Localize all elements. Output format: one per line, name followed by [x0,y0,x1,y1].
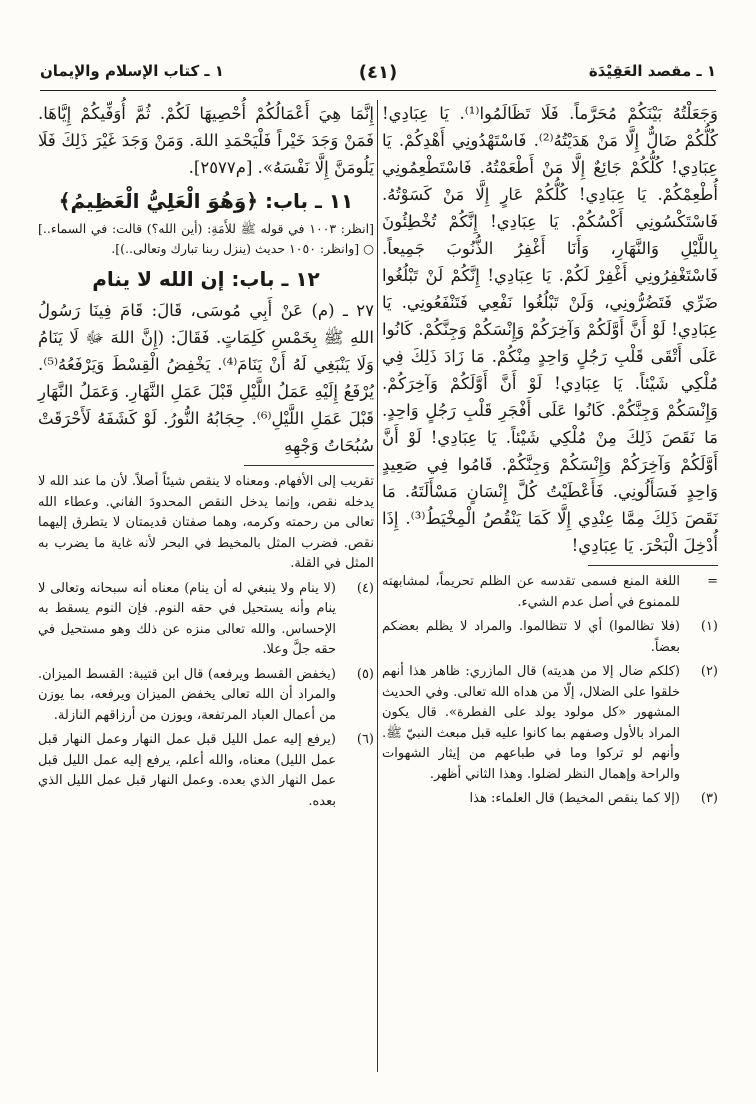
right-main-text [382,100,718,559]
footnote-text: اللغة المنع فسمى تقدسه عن الظلم تحريماً، لمشابهته للممنوع في أصل عدم الشيء. [382,574,680,610]
footnote [382,572,718,613]
footnote-continuation: تقريب إلى الأفهام. ومعناه لا ينقص شيئاً أصلاً. لأن ما عند الله لا يدخله نقص، وإنما يدخل النقص المحدودَ الفاني. وعطاء الله تعالى من رحمته وكرمه، وهما صفتان قديمتان لا يتطرق إليهما نقص. فضرب المثل بالمخيط في البحر لأنه غاية ما يضرب به المثل في القلة. [38,474,374,571]
footnote [382,617,718,658]
footnote-number: (٣) [700,791,718,806]
footnote-number: (١) [700,619,718,634]
footnote-text: (كلكم ضال إلا من هديته) قال المازري: ظاهر هذا أنهم خلقوا على الضلال، إلّا من هداه الله تعالى. وفي الحديث المشهور «كل مولود يولد على الفطرة». قال يكون المراد بالأول وصفهم بما كانوا عليه قبل مبعث النبيّ ﷺ. وأنهم لو تركوا وما في طباعهم من إيثار الشهوات والراحة وإهمال النظر لضلوا. وهذا الثاني أظهر. [382,664,680,782]
footnote-number: (٢) [700,664,718,679]
footnote-number: (٥) [356,666,374,682]
footnote [38,665,374,727]
chapter-heading-12: ١٢ ـ باب: إن الله لا ينام [92,267,320,291]
hadith-text-end: إِنَّمَا هِيَ أَعْمَالُكُمْ أُحْصِيهَا لَكُمْ. ثُمَّ أُوَفِّيكُمْ إِيَّاهَا. فَمَنْ وَجَدَ خَيْراً فَلْيَحْمَدِ اللهَ. وَمَنْ وَجَدَ غَيْرَ ذَلِكَ فَلَا يَلُومَنَّ إِلَّا نَفْسَهُ». [م٢٥٧٧]. [38,104,374,177]
left-column [38,100,374,816]
left-main-text [38,100,374,181]
footnote-number: = [707,574,718,589]
footnote-text: (لا ينام ولا ينبغي له أن ينام) معناه أنه سبحانه وتعالى لا ينام وأنه يستحيل في حقه النوم. فإن النوم يسقط به الإحساس. والله تعالى منزه عن ذلك وهو مستحيل في حقه جلَّ وعلا. [38,580,336,657]
hadith-27-text: ٢٧ ـ (م) عَنْ أَبِي مُوسَى، قَالَ: قَامَ فِينَا رَسُولُ اللهِ ﷺ بِخَمْسِ كَلِمَاتٍ. فَقَالَ: (إِنَّ اللهَ ﷻ لَا يَنَامُ وَلَا يَنْبَغِي لَهُ أَنْ يَنَامَ⁽⁴⁾. يَخْفِضُ الْقِسْطَ وَيَرْفَعُهُ⁽⁵⁾. يُرْفَعُ إِلَيْهِ عَمَلُ اللَّيْلِ قَبْلَ عَمَلِ النَّهَارِ. وَعَمَلُ النَّهَارِ قَبْلَ عَمَلِ اللَّيْلِ⁽⁶⁾. حِجَابُهُ النُّورُ. لَوْ كَشَفَهُ لَأَحْرَقَتْ سُبُحَاتُ وَجْهِهِ [38,301,374,455]
footnote-text: (فلا تظالموا) أي لا تتظالموا. والمراد لا يظلم بعضكم بعضاً. [382,619,680,655]
footnote-text: (يرفع إليه عمل الليل قبل عمل النهار وعمل النهار قبل عمل الليل) معناه، والله أعلم، يرفع إليه عمل الليل قبل عمل النهار الذي بعده. وعمل النهار قبل عمل الليل الذي بعده. [38,732,336,809]
page-number: (٤١) [358,62,398,83]
footnote-text: (يخفض القسط ويرفعه) قال ابن قتيبة: القسط الميزان. والمراد أن الله تعالى يخفض الميزان ويرفعه، بما يوزن من أعمال العباد المرتفعة، ويوزن من أرزاقهم النازلة. [38,666,336,723]
footnote [382,789,718,810]
footnote-separator [244,465,374,466]
header-book-title: ١ ـ كتاب الإسلام والإيمان [40,62,224,80]
footnote-number: (٦) [356,732,374,747]
right-column [382,100,718,814]
column-divider [377,100,378,1072]
footnote-number: (٤) [356,580,374,596]
footnote-separator [588,565,718,566]
footnote [38,730,374,812]
chapter-heading-11: ١١ ـ باب: ﴿وَهُوَ الْعَلِيُّ الْعَظِيمُ﴾ [58,189,354,213]
right-footnotes [382,572,718,810]
chapter-reference-note: [انظر: ١٠٠٣ في قوله ﷺ للأَمَةِ: (أين الله؟) قالت: في السماء..] ○ [وانظر: ١٠٥٠ حديث (ينزل ربنا تبارك وتعالى..)]. [38,221,374,256]
header-section-title: ١ ـ مقصد العَقِيْدَة [588,62,716,80]
left-main-text-2 [38,297,374,459]
footnote [38,579,374,661]
footnote [382,662,718,785]
hadith-text: وَجَعَلْتُهُ بَيْنَكُمْ مُحَرَّماً. فَلَا تَظَالَمُوا⁽¹⁾. يَا عِبَادِي! كُلُّكُمْ ضَالٌّ إِلَّا مَنْ هَدَيْتُهُ⁽²⁾. فَاسْتَهْدُونِي أَهْدِكُمْ. يَا عِبَادِي! كُلُّكُمْ جَائِعٌ إِلَّا مَنْ أَطْعَمْتُهُ. فَاسْتَطْعِمُونِي أُطْعِمْكُمْ. يَا عِبَادِي! كُلُّكُمْ عَارٍ إِلَّا مَنْ كَسَوْتُهُ. فَاسْتَكْسُونِي أَكْسُكُمْ. يَا عِبَادِي! إِنَّكُمْ تُخْطِئُونَ بِاللَّيْلِ وَالنَّهَارِ، وَأَنَا أَغْفِرُ الذُّنُوبَ جَمِيعاً. فَاسْتَغْفِرُونِي أَغْفِرْ لَكُمْ. يَا عِبَادِي! إِنَّكُمْ لَنْ تَبْلُغُوا ضَرِّي فَتَضُرُّونِي، وَلَنْ تَبْلُغُوا نَفْعِي فَتَنْفَعُونِي. يَا عِبَادِي! لَوْ أَنَّ أَوَّلَكُمْ وَآخِرَكُمْ وَإِنْسَكُمْ وَجِنَّكُمْ. كَانُوا عَلَى أَتْقَى قَلْبِ رَجُلٍ وَاحِدٍ مِنْكُمْ. مَا زَادَ ذَلِكَ فِي مُلْكِي شَيْئاً. يَا عِبَادِي! لَوْ أَنَّ أَوَّلَكُمْ وَآخِرَكُمْ. وَإِنْسَكُمْ وَجِنَّكُمْ. كَانُوا عَلَى أَفْجَرِ قَلْبِ رَجُلٍ وَاحِدٍ. مَا نَقَصَ ذَلِكَ مِنْ مُلْكِي شَيْئاً. يَا عِبَادِي! لَوْ أَنَّ أَوَّلَكُمْ وَآخِرَكُمْ وَإِنْسَكُمْ وَجِنَّكُمْ. قَامُوا فِي صَعِيدٍ وَاحِدٍ فَسَأَلُونِي. فَأَعْطَيْتُ كُلَّ إِنْسَانٍ مَسْأَلَتَهُ. مَا نَقَصَ ذَلِكَ مِمَّا عِنْدِي إِلَّا كَمَا يَنْقُصُ الْمِخْيَطُ⁽³⁾. إِذَا أُدْخِلَ الْبَحْرَ. يَا عِبَادِي! [382,104,719,555]
left-footnotes [38,472,374,812]
footnote-text: (إلا كما ينقص المخيط) قال العلماء: هذا [469,791,680,806]
page-header [40,58,716,91]
